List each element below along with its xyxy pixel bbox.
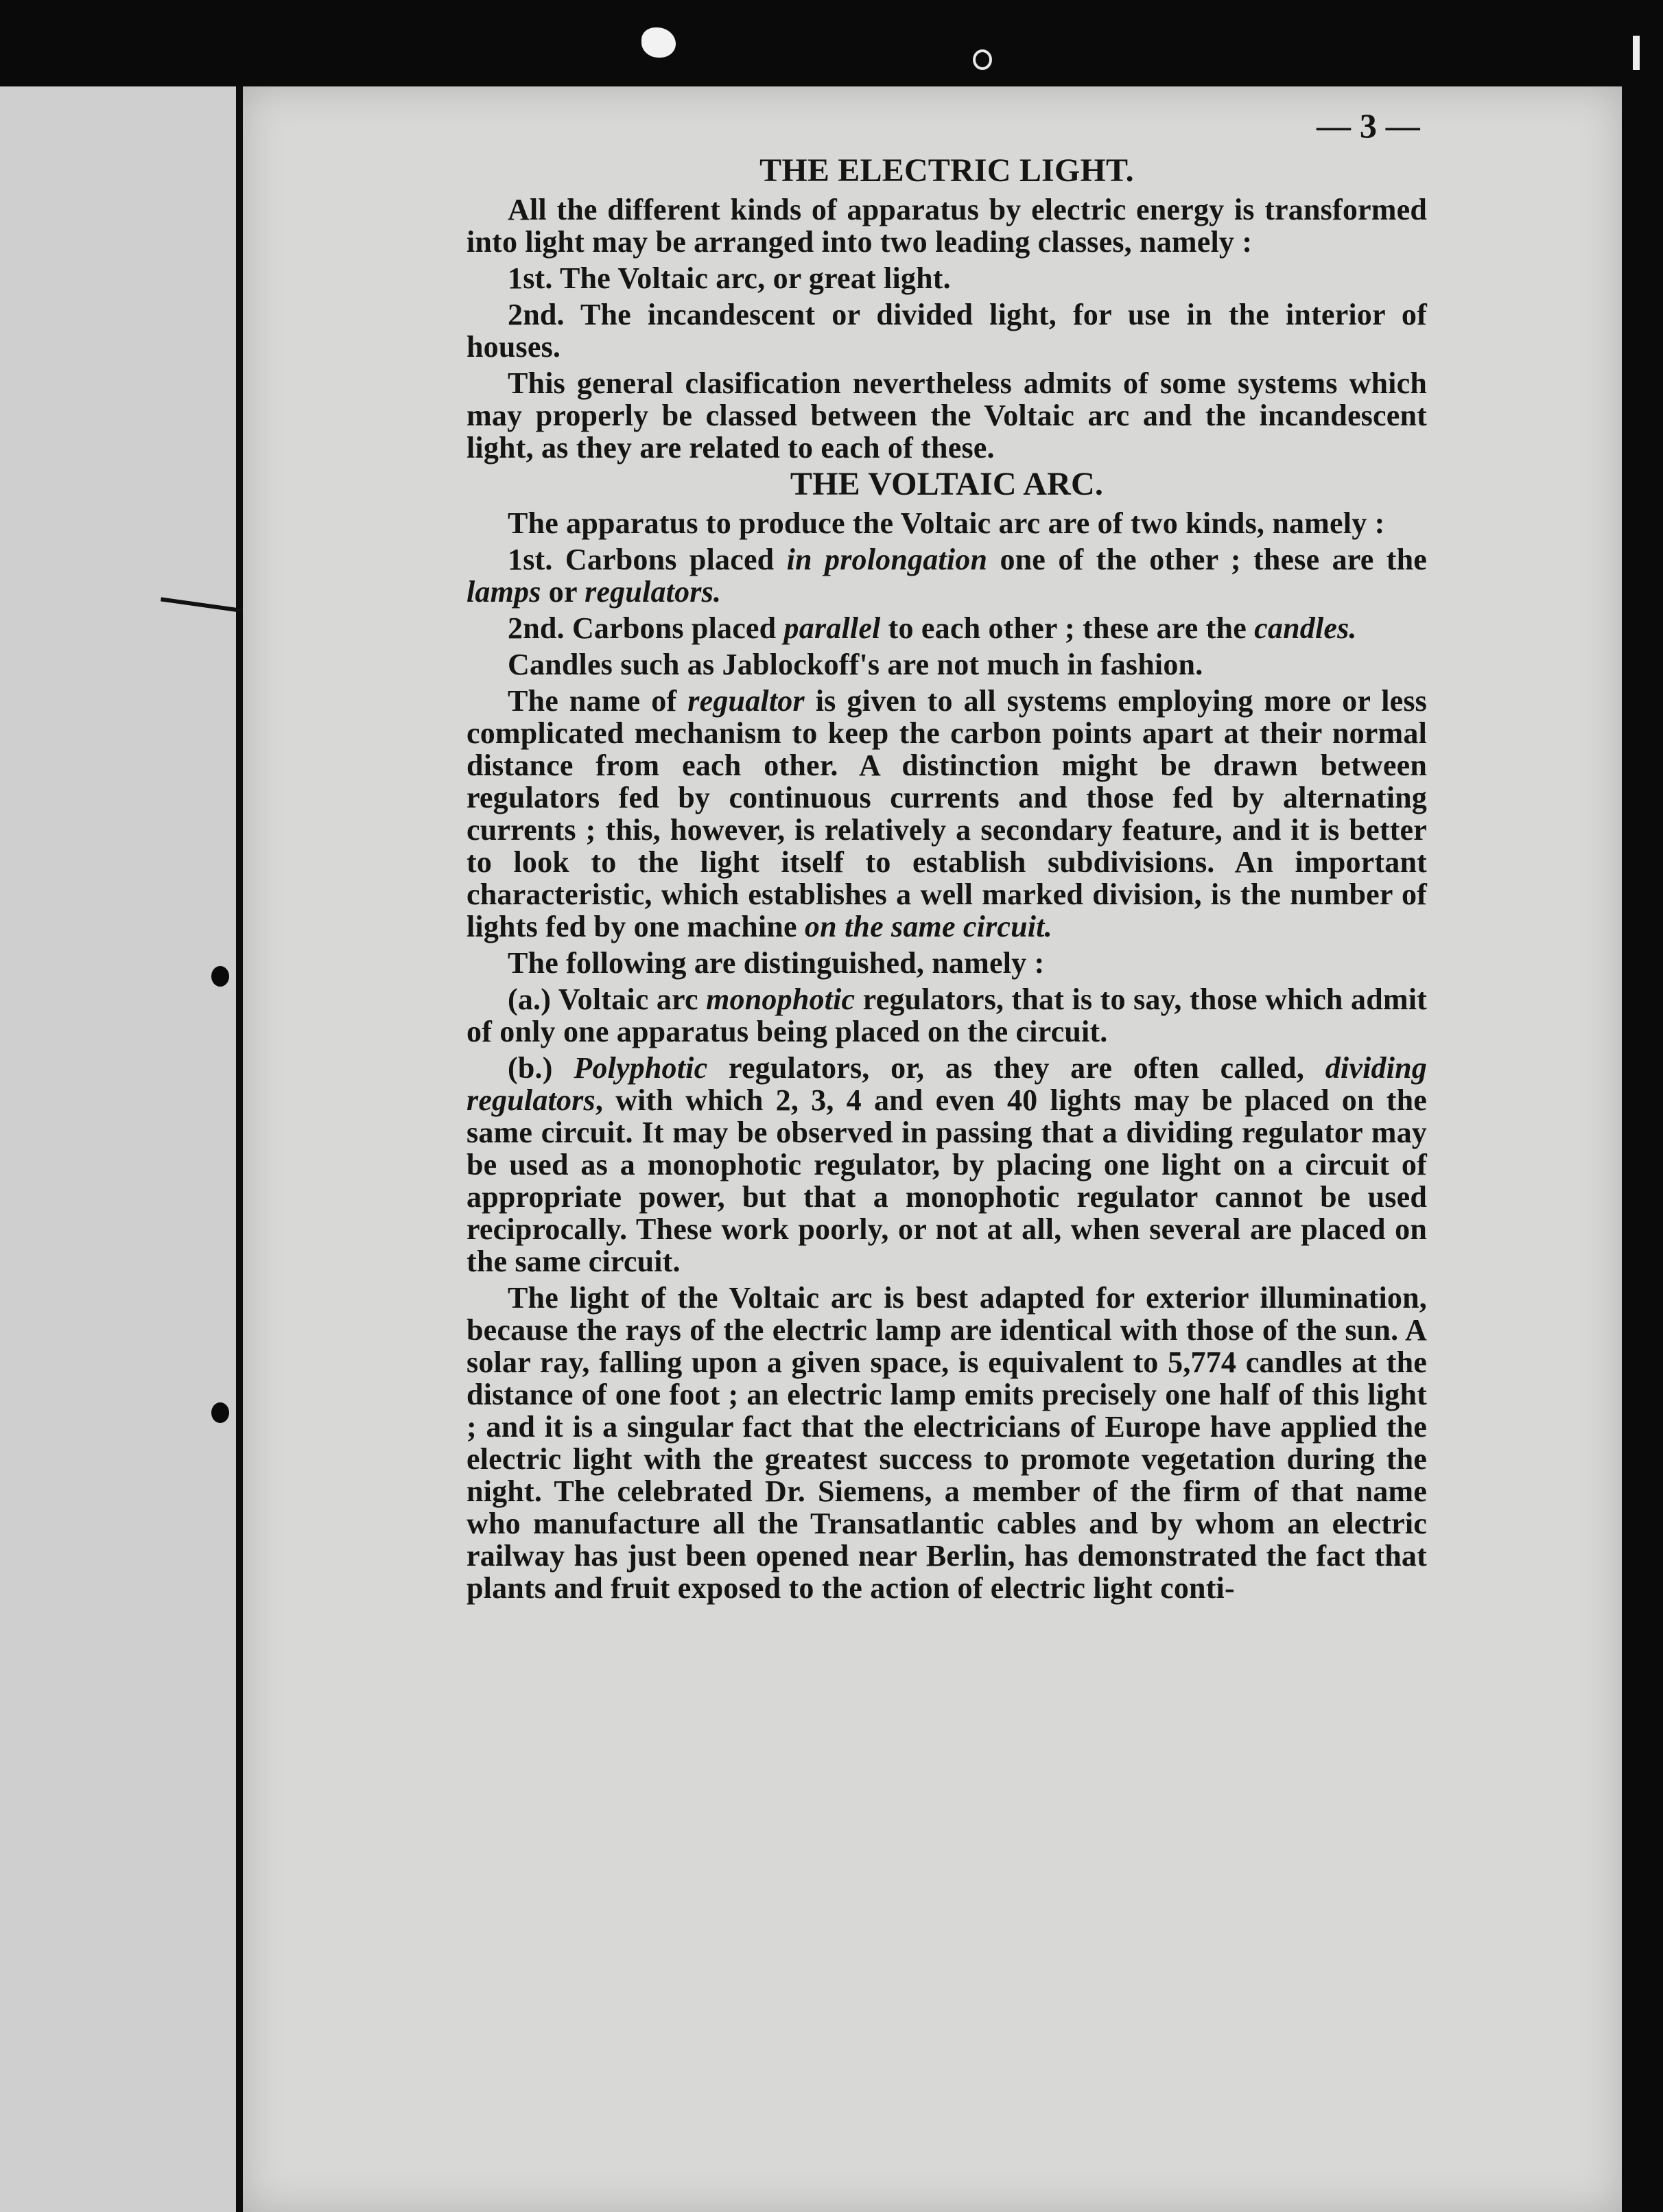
paragraph (467, 543, 1427, 608)
text-run: or (541, 575, 585, 609)
paragraph: 2nd. The incandescent or divided light, for use in the interior of houses. (467, 298, 1427, 364)
facing-page-edge (0, 86, 241, 2212)
paragraph (467, 612, 1427, 644)
scan-blemish (641, 27, 676, 58)
text-run: one of the other ; these are the (987, 543, 1427, 576)
italic-run: dividing regulators (467, 1051, 1427, 1117)
italic-run: regualtor (687, 684, 805, 718)
paragraph (467, 1052, 1427, 1278)
text-run: to each other ; these are the (880, 611, 1255, 645)
scan-blemish (1633, 36, 1640, 70)
text-run: , with which 2, 3, 4 and even 40 lights may be placed on the same circuit. It may be observed in passing that a dividing regulator may be used as a monophotic regulator, by placing one light on a circuit of appropriate power, but that a monophotic regulator cannot be used reciprocally. These work poorly, or not at all, when several are placed on the same circuit. (467, 1083, 1427, 1278)
italic-run: in prolongation (786, 543, 988, 576)
binding-gutter (236, 86, 243, 2212)
italic-run: lamps (467, 575, 541, 609)
text-run: is given to all systems employing more or less complicated mechanism to keep the carbon points apart at their normal distance from each other. A distinction might be drawn between regulators fed by continuous currents and those fed by alternating currents ; this, however, is relatively a secondary feature, and it is better to look to the light itself to establish subdivisions. An important characteristic, which establishes a well marked division, is the number of lights fed by one machine (467, 684, 1427, 943)
italic-run: Polyphotic (574, 1051, 708, 1085)
text-run: (a.) Voltaic arc (508, 983, 707, 1016)
italic-run: regulators. (585, 575, 722, 609)
paragraph: Candles such as Jablockoff's are not much in fashion. (508, 648, 1203, 681)
paragraph: The following are distinguished, namely : (508, 946, 1045, 980)
paragraph: 1st. The Voltaic arc, or great light. (508, 261, 951, 295)
text-run: regulators, that is to say, those which admit of only one apparatus being placed on the circuit. (467, 983, 1427, 1048)
text-run: (b.) (508, 1051, 574, 1085)
section-heading: THE VOLTAIC ARC. (790, 466, 1104, 502)
italic-run: on the same circuit. (804, 910, 1052, 943)
paragraph: The apparatus to produce the Voltaic arc are of two kinds, namely : (508, 506, 1385, 540)
text-run: 2nd. Carbons placed (508, 611, 784, 645)
scan-blemish (973, 49, 992, 70)
binding-stitch (211, 1402, 229, 1423)
italic-run: monophotic (706, 983, 856, 1016)
paragraph (467, 685, 1427, 943)
text-run: The name of (508, 684, 688, 718)
paragraph: The light of the Voltaic arc is best adapted for exterior illumination, because the rays of the electric lamp are identical with those of the sun. A solar ray, falling upon a given space, is equivalent to 5,774 candles at the distance of one foot ; an electric lamp emits precisely one half of this light ; and it is a singular fact that the electricians of Europe have applied the electric light with the greatest success to promote vegetation during the night. The celebrated Dr. Siemens, a member of the firm of that name who manufacture all the Transatlantic cables and by whom an electric railway has just been opened near Berlin, has demonstrated the fact that plants and fruit exposed to the action of electric light conti- (467, 1281, 1427, 1605)
binding-stitch (211, 966, 229, 987)
paragraph (467, 983, 1427, 1048)
text-run: 1st. Carbons placed (508, 543, 787, 576)
italic-run: candles. (1254, 611, 1357, 645)
italic-run: parallel (783, 611, 881, 645)
section-heading: THE ELECTRIC LIGHT. (759, 152, 1134, 189)
page-number: — 3 — (1317, 106, 1420, 145)
paragraph: This general clasification nevertheless admits of some systems which may properly be classed between the Voltaic arc and the incandescent light, as they are related to each of these. (467, 366, 1427, 464)
paragraph: All the different kinds of apparatus by electric energy is transformed into light may be arranged into two leading classes, namely : (467, 193, 1427, 259)
page-text (467, 106, 1427, 1608)
text-run: regulators, or, as they are often called, (707, 1051, 1325, 1085)
